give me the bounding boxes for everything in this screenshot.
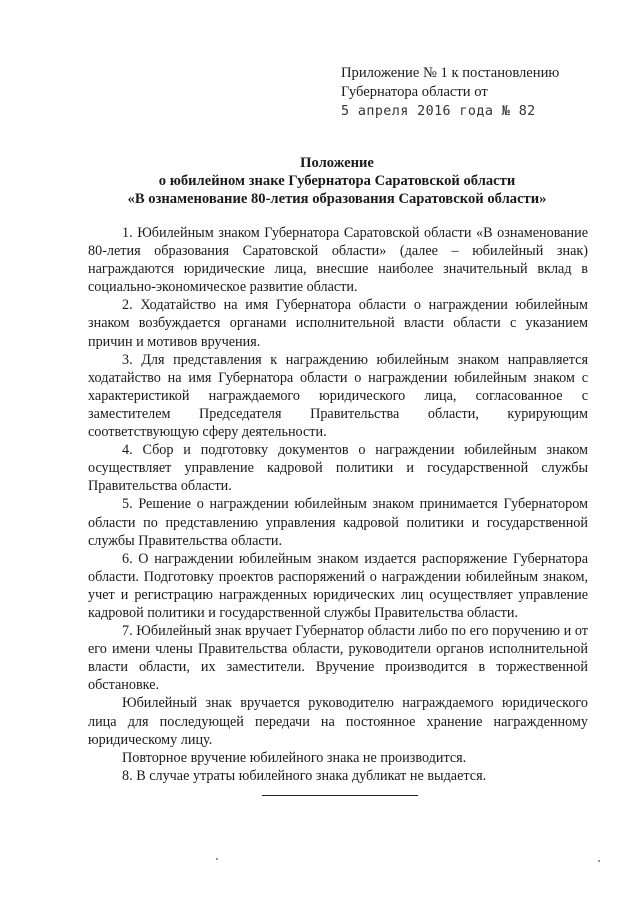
document-title — [95, 154, 579, 208]
scan-speck — [216, 858, 218, 860]
title-line-2: о юбилейном знаке Губернатора Саратовской области — [158, 173, 516, 189]
paragraph-3: 3. Для представления к награждению юбилейным знаком направляется ходатайство на имя Губернатора области о награждении юбилейным знаком с характеристикой награждаемого юридического лица, согласованное с заместителем Председателя Правительства области, курирующим соответствующую сферу деятельности. — [88, 351, 588, 441]
document-body — [88, 224, 588, 785]
appendix-header — [341, 64, 611, 121]
scan-speck — [598, 860, 600, 862]
appendix-line-2: Губернатора области от — [341, 84, 488, 100]
paragraph-1: 1. Юбилейным знаком Губернатора Саратовской области «В ознаменование 80-летия образования Саратовской области» (далее – юбилейный знак) награждаются юридические лица, внесшие наиболее значительный вклад в социально-экономическое развитие области. — [88, 225, 588, 296]
paragraph-7-repeat: Повторное вручение юбилейного знака не производится. — [122, 749, 467, 766]
appendix-line-1: Приложение № 1 к постановлению — [341, 65, 560, 81]
paragraph-4: 4. Сбор и подготовку документов о награждении юбилейным знаком осуществляет управление кадровой политики и государственной службы Правительства области. — [88, 442, 588, 495]
decree-date-stamp: 5 апреля 2016 года № 82 — [341, 104, 536, 119]
paragraph-8: 8. В случае утраты юбилейного знака дубликат не выдается. — [122, 767, 487, 784]
end-divider-line — [262, 795, 418, 796]
paragraph-6: 6. О награждении юбилейным знаком издается распоряжение Губернатора области. Подготовку проектов распоряжений о награждении юбилейным знаком, учет и регистрацию награжденных юридических лиц осуществляет управление кадровой политики и государственной службы Правительства области. — [88, 550, 588, 621]
paragraph-7: 7. Юбилейный знак вручает Губернатор области либо по его поручению и от его имени члены Правительства области, руководители органов исполнительной власти области, их заместители. Вручение производится в торжественной обстановке. — [88, 623, 588, 694]
paragraph-5: 5. Решение о награждении юбилейным знаком принимается Губернатором области по представлению управления кадровой политики и государственной службы Правительства области. — [88, 496, 588, 549]
title-line-3: «В ознаменование 80-летия образования Саратовской области» — [127, 191, 547, 207]
title-line-1: Положение — [300, 155, 374, 171]
paragraph-2: 2. Ходатайство на имя Губернатора области о награждении юбилейным знаком возбуждается органами исполнительной власти области с указанием причин и мотивов вручения. — [88, 297, 588, 350]
paragraph-7-presentation: Юбилейный знак вручается руководителю награждаемого юридического лица для последующей передачи на постоянное хранение награжденному юридическому лицу. — [88, 695, 588, 748]
